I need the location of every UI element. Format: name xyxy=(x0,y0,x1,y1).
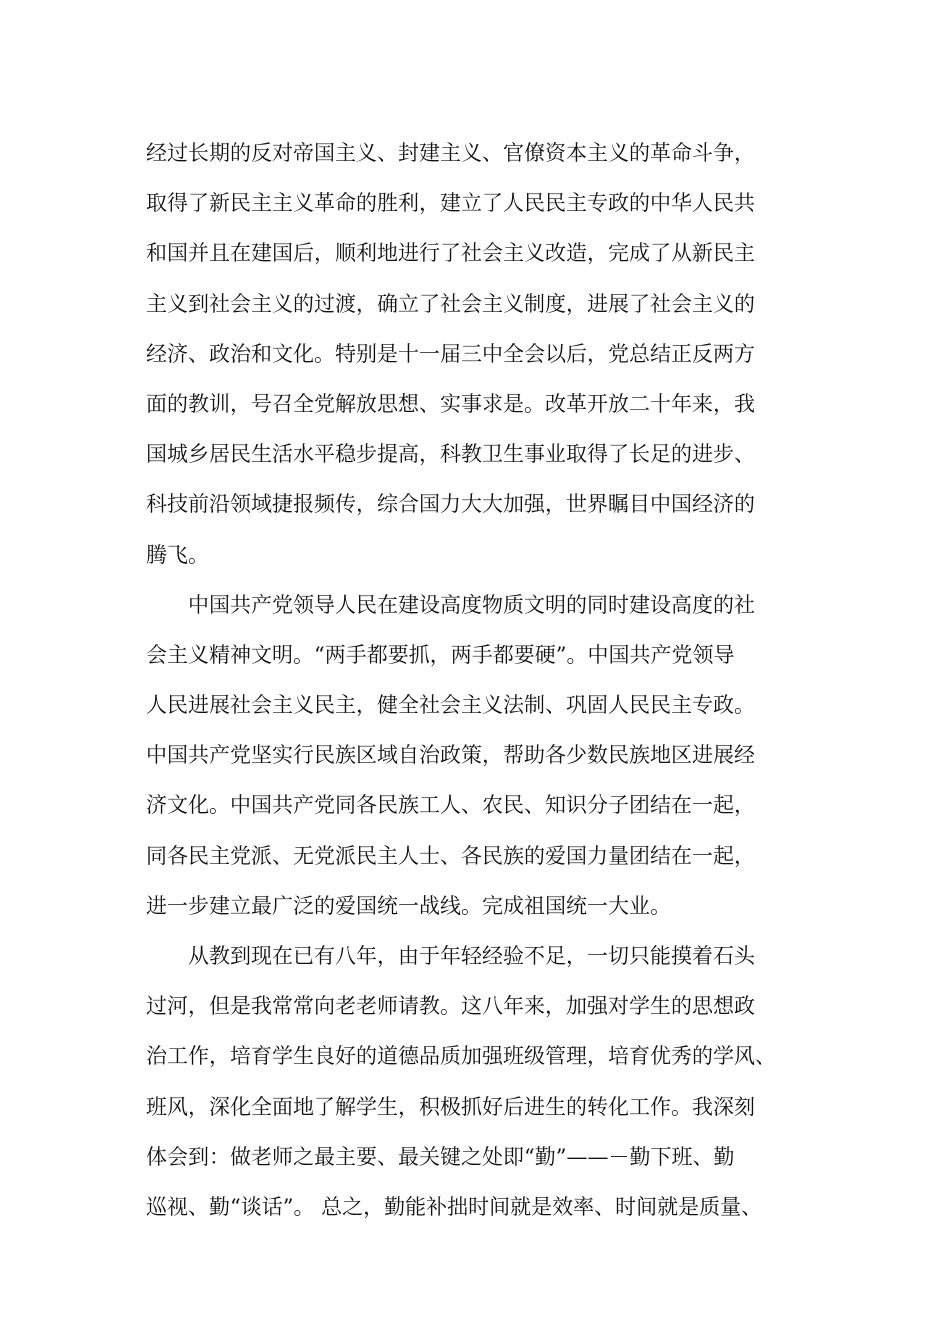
text-line: 经过长期的反对帝国主义、封建主义、官僚资本主义的革命斗争， xyxy=(146,141,755,165)
text-line: 同各民主党派、无党派民主人士、各民族的爱国力量团结在一起， xyxy=(146,843,755,868)
text-line-first: 从教到现在已有八年，由于年轻经验不足，一切只能摸着石头 xyxy=(188,944,755,968)
text-line: 和国并且在建国后，顺利地进行了社会主义改造，完成了从新民主 xyxy=(146,241,755,266)
text-line: 体会到：做老师之最主要、最关键之处即“勤”——－勤下班、勤 xyxy=(146,1144,735,1169)
text-line: 科技前沿领域捷报频传，综合国力大大加强，世界瞩目中国经济的 xyxy=(146,492,755,517)
text-line: 巡视、勤“谈话”。 总之，勤能补拙时间就是效率、时间就是质量、 xyxy=(146,1194,763,1219)
text-line: 会主义精神文明。“两手都要抓，两手都要硬”。中国共产党领导 xyxy=(146,642,735,667)
text-line: 班风，深化全面地了解学生，积极抓好后进生的转化工作。我深刻 xyxy=(146,1094,755,1119)
text-line: 治工作，培育学生良好的道德品质加强班级管理，培育优秀的学风、 xyxy=(146,1044,776,1069)
text-line: 腾飞。 xyxy=(146,542,209,567)
text-line: 济文化。中国共产党同各民族工人、农民、知识分子团结在一起， xyxy=(146,793,755,818)
text-line-first: 中国共产党领导人民在建设高度物质文明的同时建设高度的社 xyxy=(188,592,755,617)
text-line: 取得了新民主主义革命的胜利，建立了人民民主专政的中华人民共 xyxy=(146,191,755,216)
text-line: 经济、政治和文化。特别是十一届三中全会以后，党总结正反两方 xyxy=(146,341,755,366)
text-line: 中国共产党坚实行民族区域自治政策，帮助各少数民族地区进展经 xyxy=(146,743,755,768)
text-line: 人民进展社会主义民主，健全社会主义法制、巩固人民民主专政。 xyxy=(146,693,755,718)
text-line: 国城乡居民生活水平稳步提高，科教卫生事业取得了长足的进步、 xyxy=(146,442,755,467)
text-line: 进一步建立最广泛的爱国统一战线。完成祖国统一大业。 xyxy=(146,893,671,918)
paragraph-1 xyxy=(146,128,836,580)
text-line: 面的教训，号召全党解放思想、实事求是。改革开放二十年来，我 xyxy=(146,391,755,416)
text-line: 过河，但是我常常向老老师请教。这八年来，加强对学生的思想政 xyxy=(146,994,755,1019)
paragraph-2 xyxy=(146,580,836,931)
text-line: 主义到社会主义的过渡，确立了社会主义制度，进展了社会主义的 xyxy=(146,291,755,316)
paragraph-3 xyxy=(146,931,836,1232)
document-body xyxy=(146,128,836,1232)
